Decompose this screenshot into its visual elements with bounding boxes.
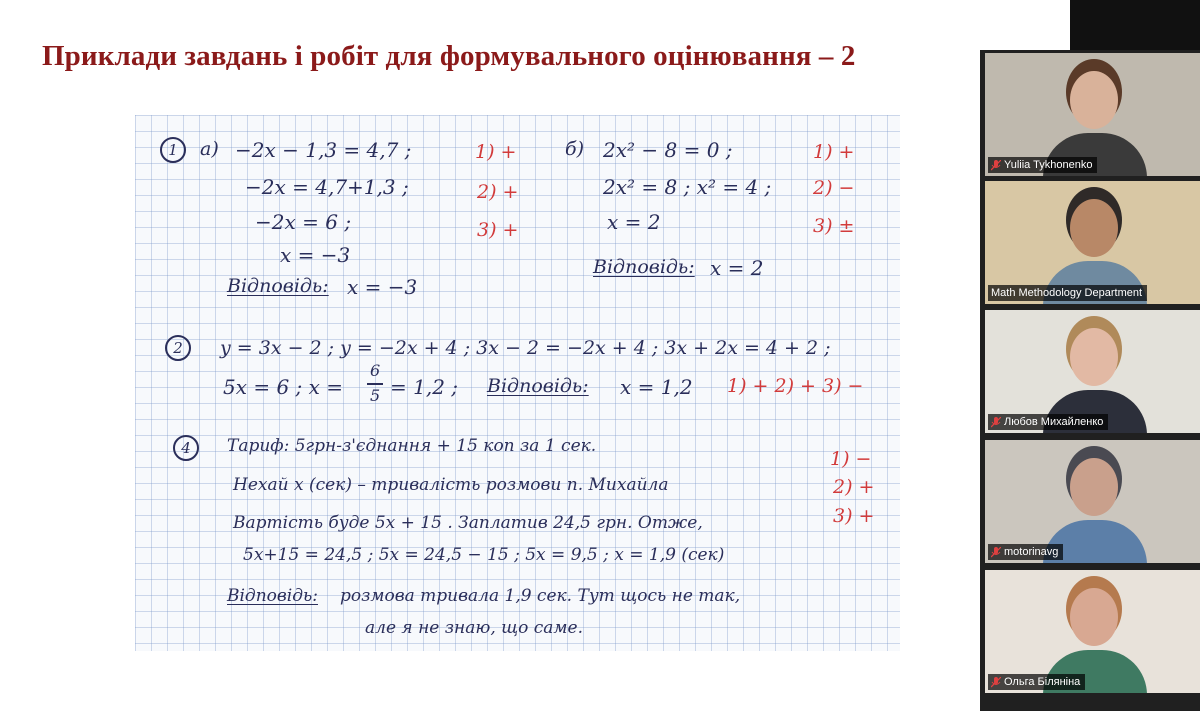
task-1a-line-2: −2x = 4,7+1,3 ;	[245, 175, 409, 199]
participant-tile[interactable]	[985, 570, 1200, 693]
task-1b-label: б)	[565, 138, 585, 160]
participant-name-tag	[988, 414, 1108, 430]
participant-name-tag	[988, 674, 1085, 690]
task-4-line-1: Тариф: 5грн-з'єднання + 15 коп за 1 сек.	[227, 436, 597, 456]
participant-tile-active-speaker[interactable]	[985, 181, 1200, 304]
task-1b-answer-label: Відповідь:	[593, 256, 695, 278]
task-1b-answer: x = 2	[710, 256, 764, 280]
task-1-number: 1	[160, 137, 186, 163]
participant-name: Любов Михайленко	[1004, 416, 1104, 428]
task-1a-line-3: −2x = 6 ;	[255, 210, 352, 234]
task-1a-mark-1: 1) +	[475, 141, 517, 163]
task-2-answer: x = 1,2	[620, 375, 693, 399]
participant-name: Ольга Біляніна	[1004, 676, 1081, 688]
task-1b-line-1: 2x² − 8 = 0 ;	[603, 138, 733, 162]
participant-tile[interactable]	[985, 440, 1200, 563]
participant-face	[1070, 458, 1118, 516]
task-2-number: 2	[165, 335, 191, 361]
participant-face	[1070, 71, 1118, 129]
notebook-page-image	[135, 115, 900, 651]
participant-name-tag	[988, 544, 1063, 560]
task-1a-answer: x = −3	[347, 275, 418, 299]
task-1a-label: а)	[200, 138, 219, 160]
task-2-marks: 1) + 2) + 3) −	[727, 375, 864, 397]
task-1b-line-2: 2x² = 8 ; x² = 4 ;	[603, 175, 772, 199]
participant-name-tag	[988, 157, 1097, 173]
task-1b-mark-1: 1) +	[813, 141, 855, 163]
task-2-fraction-numerator: 6	[370, 361, 381, 380]
task-1b-mark-3: 3) ±	[813, 215, 855, 237]
participant-name: Math Methodology Department	[991, 287, 1143, 299]
task-4-answer-label: Відповідь:	[227, 586, 318, 606]
participant-face	[1070, 199, 1118, 257]
task-1a-line-1: −2x − 1,3 = 4,7 ;	[235, 138, 412, 162]
task-4-line-3: Вартість буде 5x + 15 . Заплатив 24,5 грн. Отже,	[233, 513, 703, 533]
task-2-fraction-denominator: 5	[370, 386, 381, 405]
mic-muted-icon	[991, 417, 1001, 428]
task-1a-answer-label: Відповідь:	[227, 275, 329, 297]
participant-face	[1070, 328, 1118, 386]
participant-name: Yuliia Tykhonenko	[1004, 159, 1093, 171]
task-4-answer-line-2: але я не знаю, що саме.	[365, 618, 583, 638]
task-2-line-2b: = 1,2 ;	[390, 375, 459, 399]
task-1a-mark-3: 3) +	[477, 219, 519, 241]
slide-title: Приклади завдань і робіт для формувального оцінювання – 2	[42, 40, 856, 72]
task-4-number: 4	[173, 435, 199, 461]
mic-muted-icon	[991, 547, 1001, 558]
task-4-line-2: Нехай x (сек) – тривалість розмови п. Михайла	[233, 475, 669, 495]
task-2-answer-label: Відповідь:	[487, 375, 589, 397]
participant-tile[interactable]	[985, 53, 1200, 176]
participant-face	[1070, 588, 1118, 646]
task-2-line-2a: 5x = 6 ; x =	[223, 375, 344, 399]
task-1a-mark-2: 2) +	[477, 181, 519, 203]
participant-tile[interactable]	[985, 310, 1200, 433]
mic-muted-icon	[991, 160, 1001, 171]
task-4-mark-1: 1) −	[830, 448, 872, 470]
participant-name: motorinavg	[1004, 546, 1059, 558]
task-1b-line-3: x = 2	[607, 210, 661, 234]
task-1b-mark-2: 2) −	[813, 177, 855, 199]
task-4-mark-3: 3) +	[833, 505, 875, 527]
task-4-line-4: 5x+15 = 24,5 ; 5x = 24,5 − 15 ; 5x = 9,5 ; x = 1,9 (сек)	[243, 545, 725, 565]
fraction-bar	[367, 383, 383, 385]
task-4-answer-line-1: розмова тривала 1,9 сек. Тут щось не так,	[340, 586, 741, 606]
task-1a-line-4: x = −3	[280, 243, 351, 267]
task-4-mark-2: 2) +	[833, 476, 875, 498]
participant-name-tag	[988, 285, 1147, 301]
task-2-line-1: y = 3x − 2 ; y = −2x + 4 ; 3x − 2 = −2x + 4 ; 3x + 2x = 4 + 2 ;	[220, 337, 831, 359]
mic-muted-icon	[991, 677, 1001, 688]
